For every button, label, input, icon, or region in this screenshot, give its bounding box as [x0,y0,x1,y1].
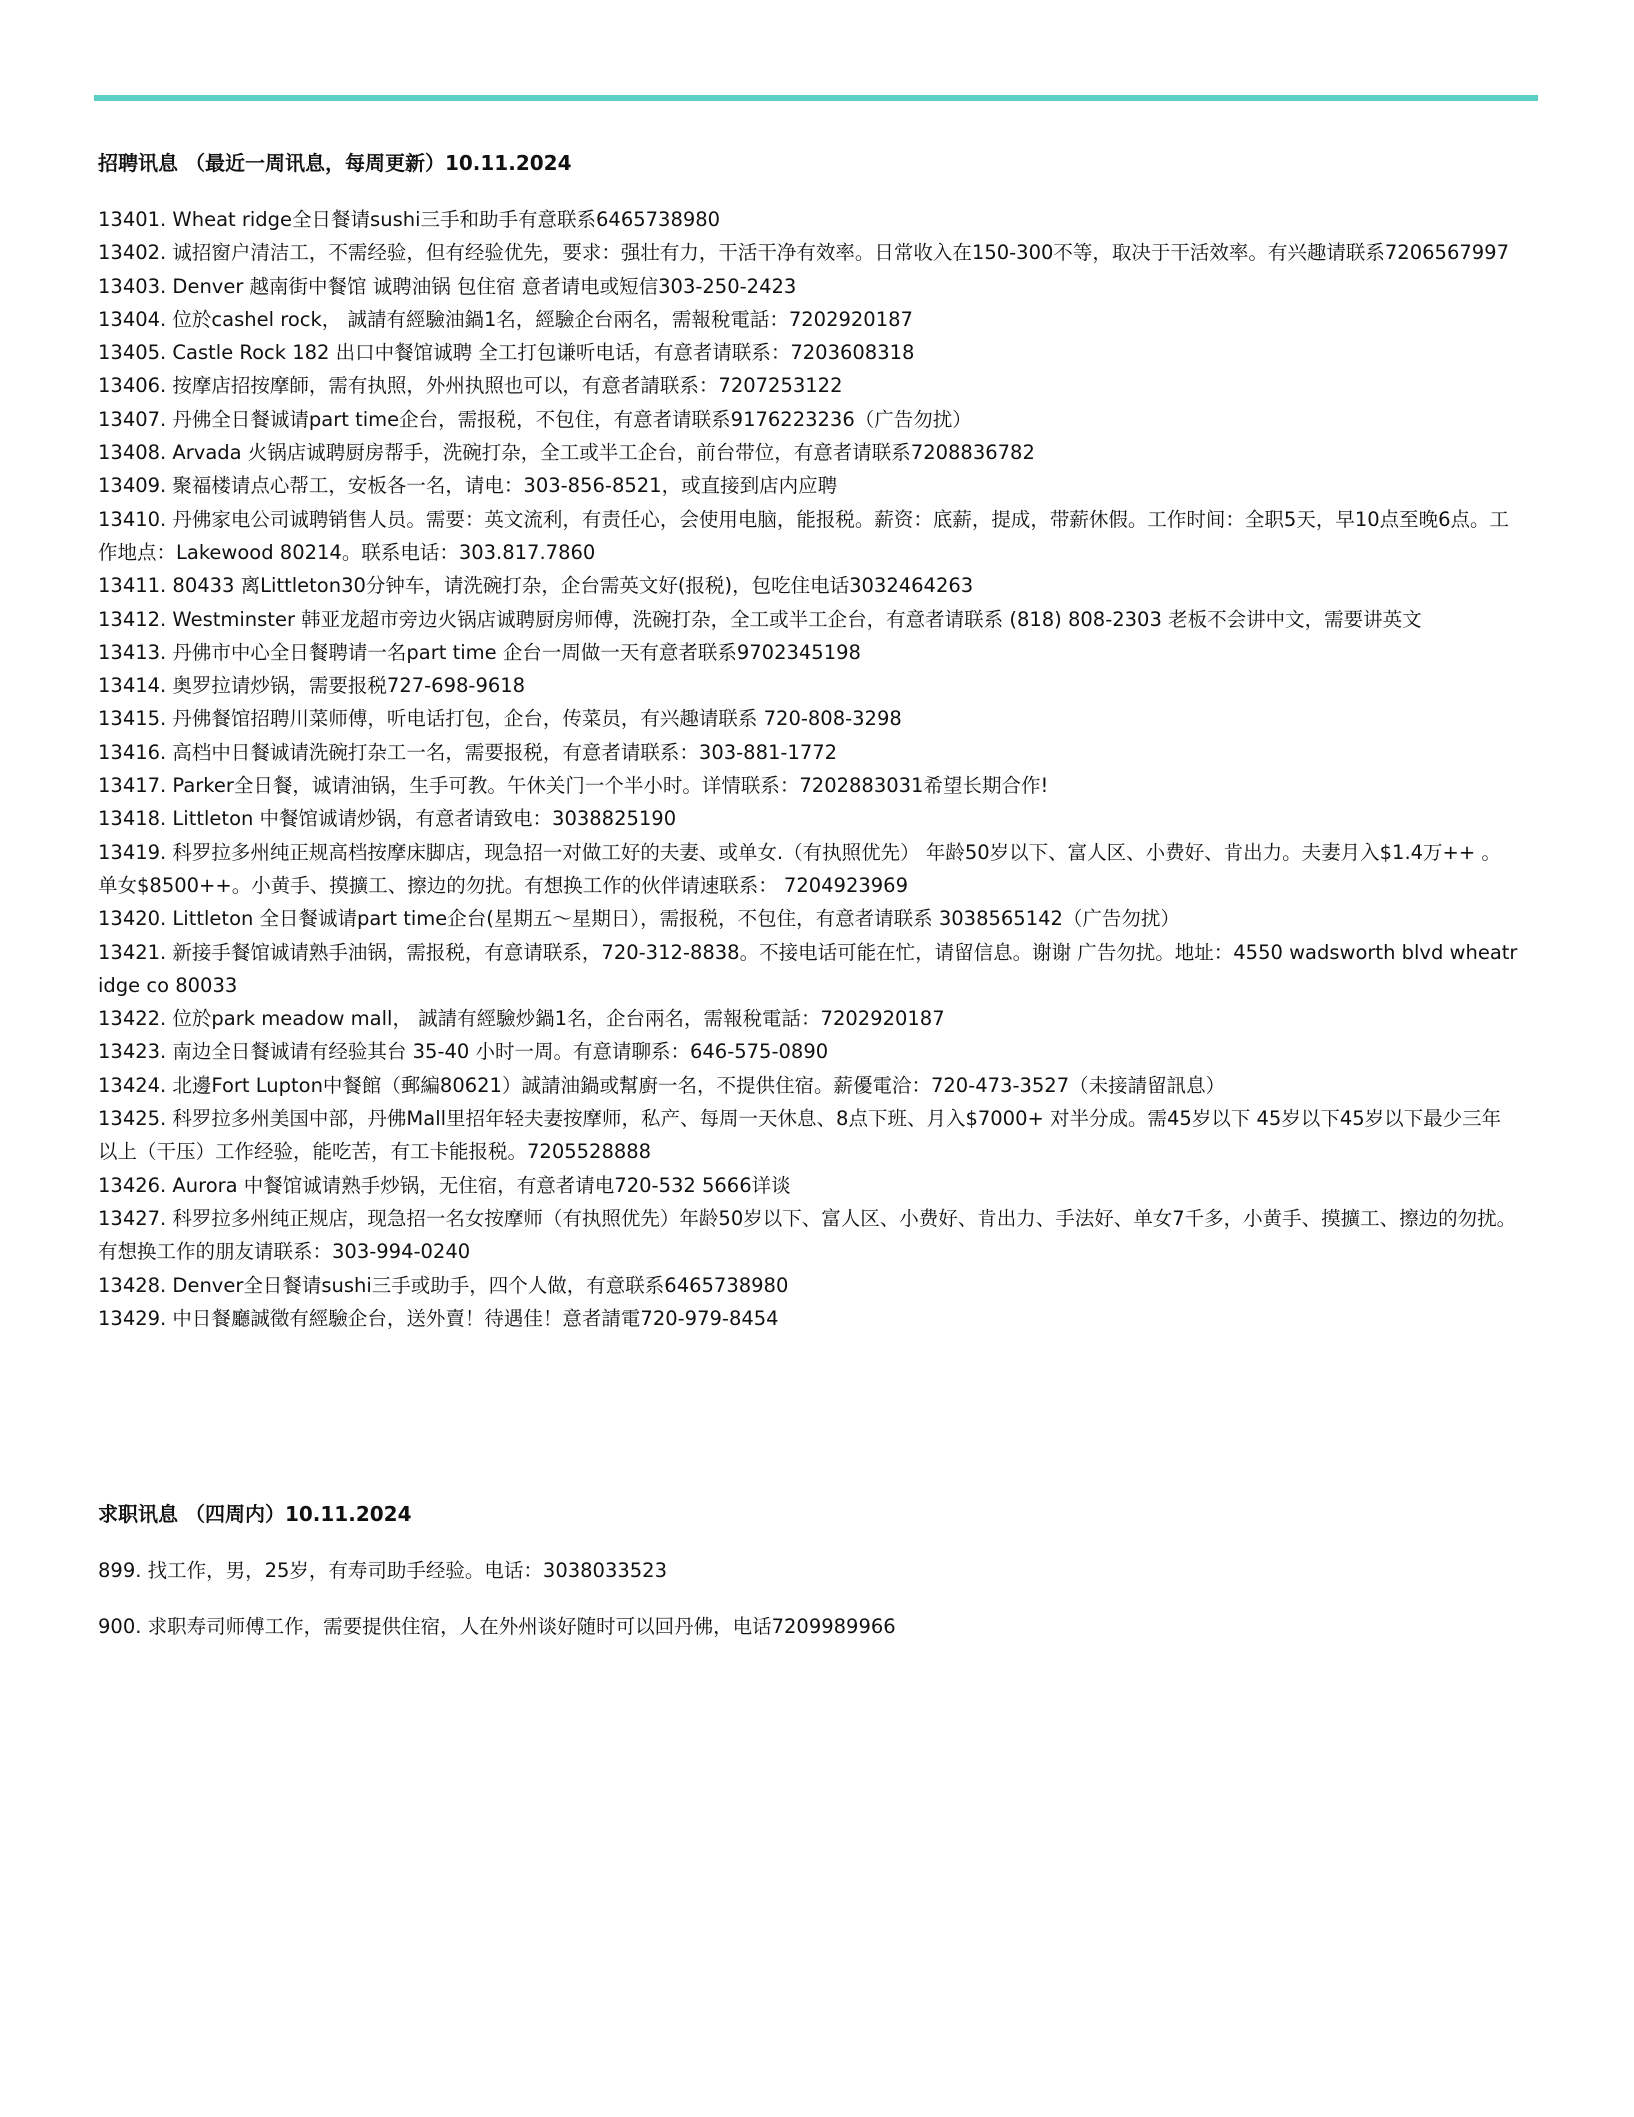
list-item: 13407. 丹佛全日餐诚请part time企台，需报税，不包住，有意者请联系9176223236（广告勿扰） [98,407,972,431]
list-item: 13417. Parker全日餐，诚请油锅，生手可教。午休关门一个半小时。详情联系：7202883031希望长期合作! [98,774,1049,798]
top-divider [94,95,1538,101]
list-item: 13410. 丹佛家电公司诚聘销售人员。需要：英文流利，有责任心，会使用电脑，能报税。薪资：底薪，提成，带薪休假。工作时间：全职5天，早10点至晚6点。工作地点：Lakewood 80214。联系电话：303.817.7860 [98,507,1510,564]
list-item: 900. 求职寿司师傅工作，需要提供住宿，人在外州谈好随时可以回丹佛，电话7209989966 [98,1615,896,1638]
list-item: 13421. 新接手餐馆诚请熟手油锅，需报税，有意请联系，720-312-8838。不接电话可能在忙，请留信息。谢谢 广告勿扰。地址：4550 wadsworth blvd wheatridge co 80033 [98,940,1518,997]
list-item: 13425. 科罗拉多州美国中部，丹佛Mall里招年轻夫妻按摩师，私产、每周一天休息、8点下班、月入$7000+ 对半分成。需45岁以下 45岁以下45岁以下最少三年以上（干压）工作经验，能吃苦，有工卡能报税。7205528888 [98,1107,1502,1164]
list-item: 13428. Denver全日餐请sushi三手或助手，四个人做，有意联系6465738980 [98,1273,789,1297]
list-item: 13426. Aurora 中餐馆诚请熟手炒锅，无住宿，有意者请电720-532 5666详谈 [98,1173,791,1197]
list-item: 13416. 高档中日餐诚请洗碗打杂工一名，需要报税，有意者请联系：303-881-1772 [98,740,838,764]
list-item: 13405. Castle Rock 182 出口中餐馆诚聘 全工打包谦听电话，有意者请联系：7203608318 [98,341,915,365]
list-item: 13411. 80433 离Littleton30分钟车，请洗碗打杂，企台需英文好(报税)，包吃住电话3032464263 [98,574,974,598]
list-item: 13413. 丹佛市中心全日餐聘请一名part time 企台一周做一天有意者联系9702345198 [98,640,861,664]
list-item: 13424. 北邊Fort Lupton中餐館（郵編80621）誠請油鍋或幫廚一名，不提供住宿。薪優電洽：720-473-3527（未接請留訊息） [98,1073,1226,1097]
list-item: 13402. 诚招窗户清洁工，不需经验，但有经验优先，要求：强壮有力，干活干净有效率。日常收入在150-300不等，取决于干活效率。有兴趣请联系7206567997 [98,241,1509,265]
job-seeking-title: 求职讯息 （四周内）10.11.2024 [98,1502,412,1526]
job-listings-title: 招聘讯息 （最近一周讯息，每周更新）10.11.2024 [98,151,572,175]
job-listings-section [98,149,1518,1335]
list-item: 899. 找工作，男，25岁，有寿司助手经验。电话：3038033523 [98,1559,667,1582]
list-item: 13409. 聚福楼请点心帮工，安板各一名，请电：303-856-8521，或直接到店内应聘 [98,474,838,498]
job-listing-list [98,203,1518,1335]
list-item: 13423. 南边全日餐诚请有经验其台 35-40 小时一周。有意请聊系：646-575-0890 [98,1040,829,1064]
list-item: 13419. 科罗拉多州纯正规高档按摩床脚店，现急招一对做工好的夫妻、或单女.（有执照优先） 年龄50岁以下、富人区、小费好、肯出力。夫妻月入$1.4万++ 。单女$8500++。小黄手、摸擴工、擦边的勿扰。有想换工作的伙伴请速联系： 7204923969 [98,840,1501,897]
list-item: 13401. Wheat ridge全日餐请sushi三手和助手有意联系6465738980 [98,208,721,231]
list-item: 13404. 位於cashel rock， 誠請有經驗油鍋1名，經驗企台兩名，需報稅電話：7202920187 [98,307,913,331]
list-item: 13403. Denver 越南街中餐馆 诚聘油锅 包住宿 意者请电或短信303-250-2423 [98,274,797,298]
list-item: 13422. 位於park meadow mall， 誠請有經驗炒鍋1名，企台兩名，需報稅電話：7202920187 [98,1007,945,1031]
list-item: 13418. Littleton 中餐馆诚请炒锅，有意者请致电：3038825190 [98,807,677,831]
list-item: 13412. Westminster 韩亚龙超市旁边火锅店诚聘厨房师傅，洗碗打杂，全工或半工企台，有意者请联系 (818) 808-2303 老板不会讲中文，需要讲英文 [98,607,1422,631]
list-item: 13406. 按摩店招按摩師，需有执照，外州执照也可以，有意者請联系：7207253122 [98,374,843,398]
list-item: 13415. 丹佛餐馆招聘川菜师傅，听电话打包，企台，传菜员，有兴趣请联系 720-808-3298 [98,707,902,731]
list-item: 13420. Littleton 全日餐诚请part time企台(星期五～星期日），需报税，不包住，有意者请联系 3038565142（广告勿扰） [98,907,1180,931]
list-item: 13408. Arvada 火锅店诚聘厨房帮手，洗碗打杂，全工或半工企台，前台带位，有意者请联系7208836782 [98,441,1035,465]
job-seeking-section [98,1500,1518,1666]
list-item: 13429. 中日餐廳誠徵有經驗企台，送外賣！待遇佳！意者請電720-979-8454 [98,1306,779,1330]
list-item: 13414. 奥罗拉请炒锅，需要报税727-698-9618 [98,674,526,698]
list-item: 13427. 科罗拉多州纯正规店，现急招一名女按摩师（有执照优先）年龄50岁以下、富人区、小费好、肯出力、手法好、单女7千多，小黄手、摸擴工、擦边的勿扰。有想换工作的朋友请联系：303-994-0240 [98,1206,1517,1264]
